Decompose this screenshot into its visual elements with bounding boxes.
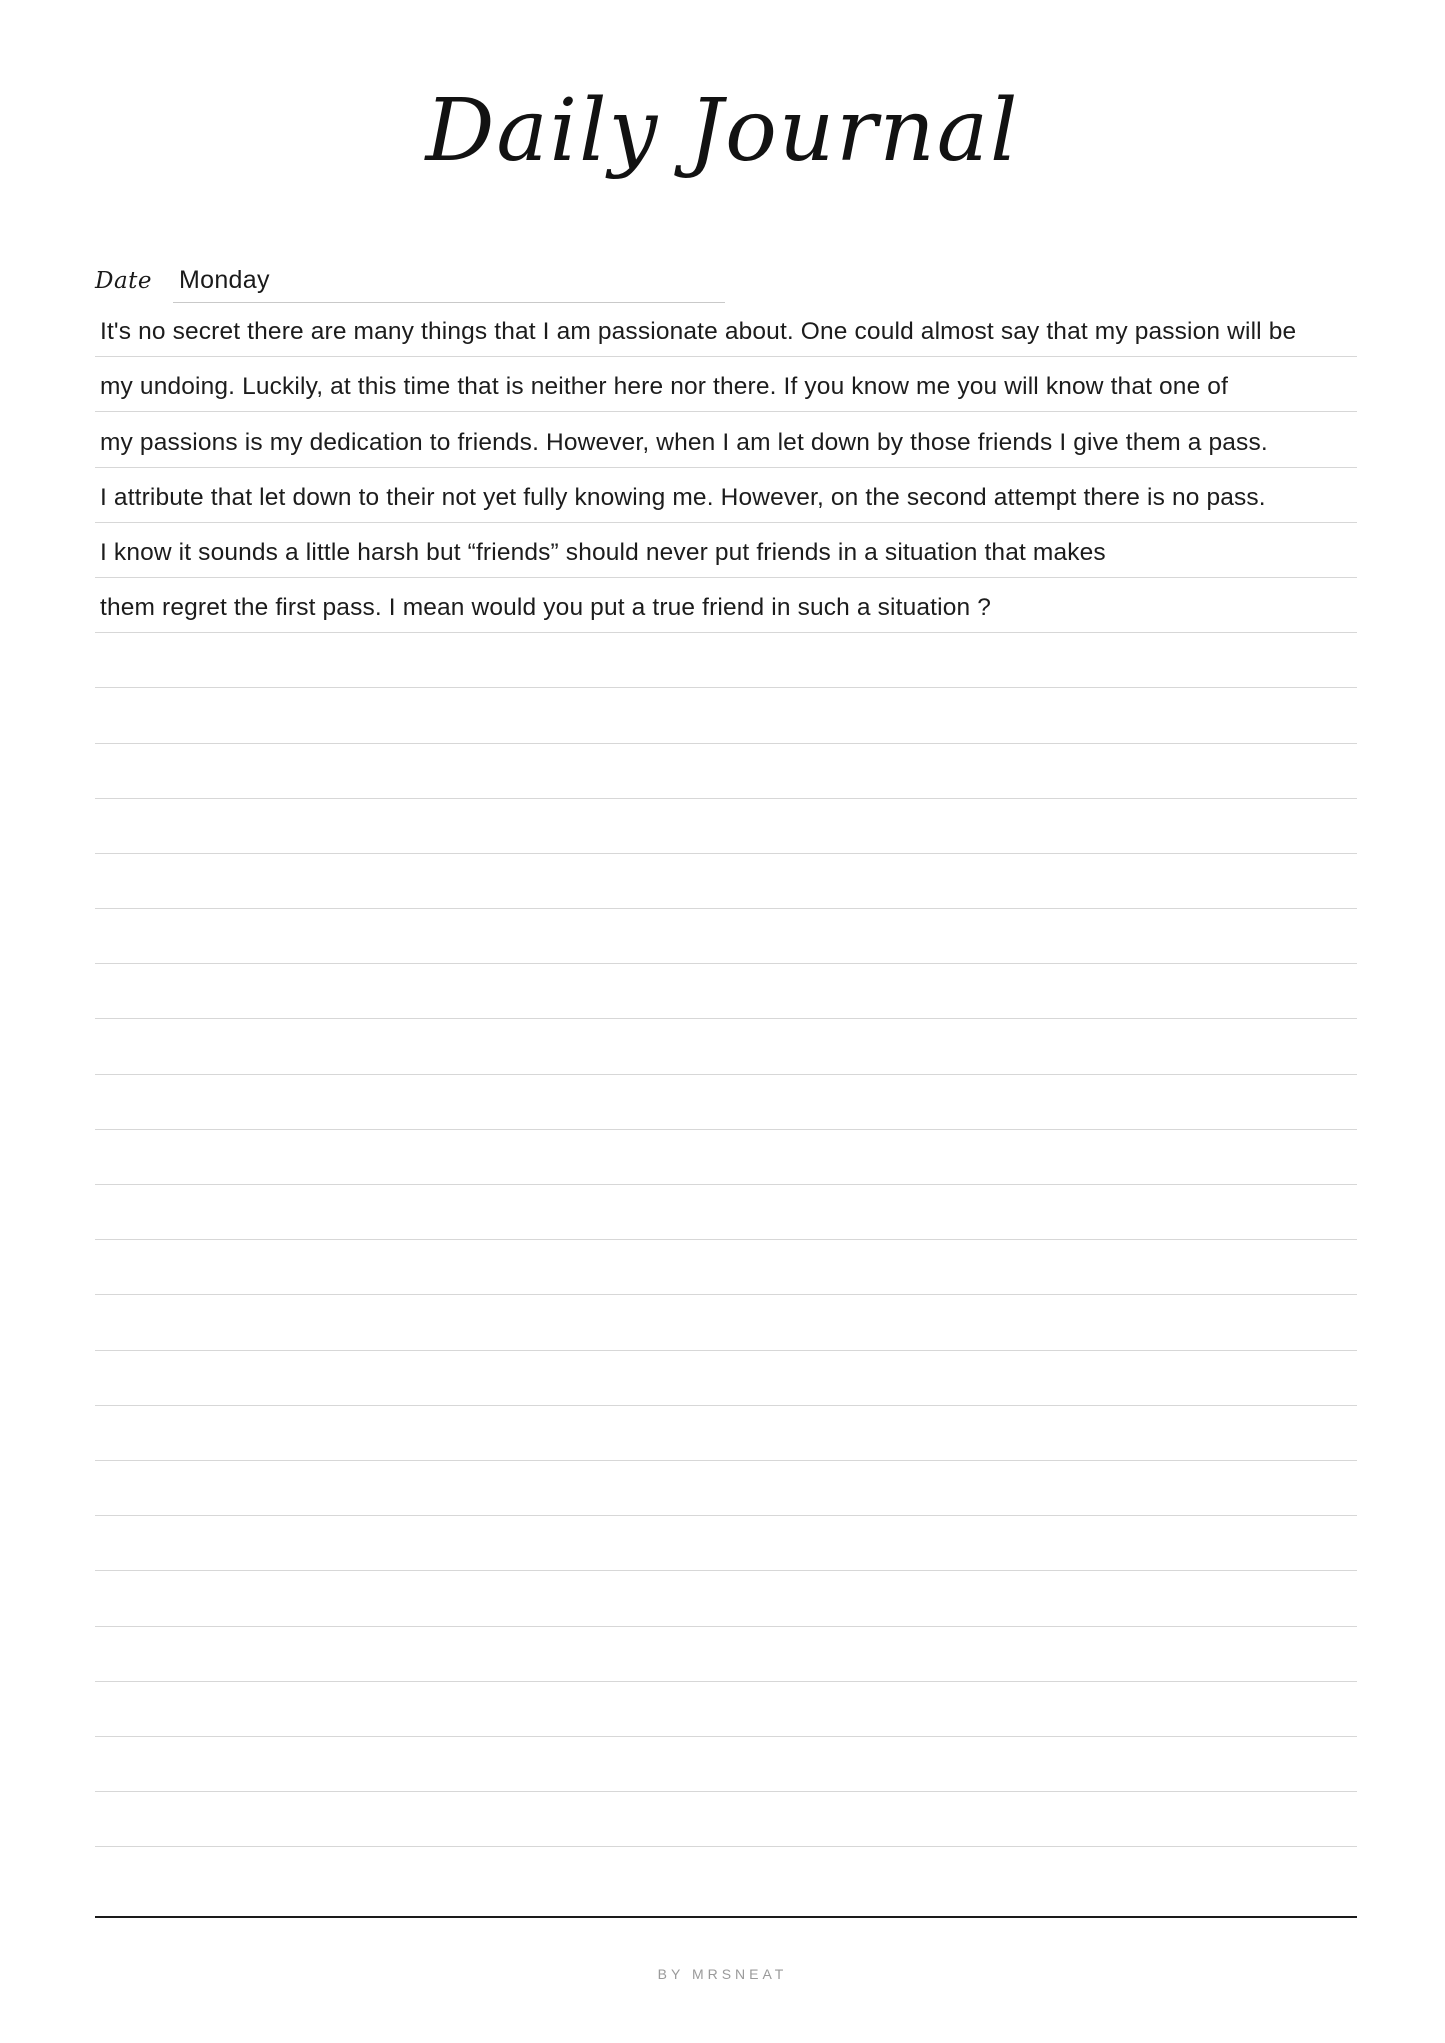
journal-line[interactable] xyxy=(95,799,1357,854)
journal-line[interactable] xyxy=(95,1792,1357,1847)
footer-divider xyxy=(95,1916,1357,1918)
journal-line[interactable] xyxy=(95,1516,1357,1571)
journal-line[interactable] xyxy=(95,302,1357,357)
journal-line[interactable] xyxy=(95,523,1357,578)
journal-line-text: my passions is my dedication to friends. However, when I am let down by those friends I give them a pass. xyxy=(100,428,1268,456)
journal-line[interactable] xyxy=(95,1627,1357,1682)
journal-line-text: I know it sounds a little harsh but “friends” should never put friends in a situation that makes xyxy=(100,539,1106,566)
journal-line[interactable] xyxy=(95,1075,1357,1130)
journal-line[interactable] xyxy=(95,1185,1357,1240)
journal-line-text: my undoing. Luckily, at this time that is neither here nor there. If you know me you will know that one of xyxy=(100,373,1229,401)
date-label: Date xyxy=(95,268,153,294)
journal-line-text: them regret the first pass. I mean would you put a true friend in such a situation ? xyxy=(100,594,991,622)
journal-line[interactable] xyxy=(95,633,1357,688)
journal-line[interactable] xyxy=(95,744,1357,799)
journal-line[interactable] xyxy=(95,1351,1357,1406)
date-value[interactable]: Monday xyxy=(179,266,270,294)
journal-line[interactable] xyxy=(95,1461,1357,1516)
journal-line[interactable] xyxy=(95,468,1357,523)
journal-line[interactable] xyxy=(95,854,1357,909)
journal-line[interactable] xyxy=(95,1240,1357,1295)
ruled-lines xyxy=(95,302,1357,1847)
page-title: Daily Journal xyxy=(425,81,1020,181)
journal-line[interactable] xyxy=(95,357,1357,412)
journal-line[interactable] xyxy=(95,1406,1357,1461)
date-field-row xyxy=(95,262,725,302)
journal-line[interactable] xyxy=(95,1019,1357,1074)
journal-line[interactable] xyxy=(95,909,1357,964)
journal-line[interactable] xyxy=(95,578,1357,633)
journal-line[interactable] xyxy=(95,1295,1357,1350)
journal-line[interactable] xyxy=(95,1571,1357,1626)
journal-line[interactable] xyxy=(95,1737,1357,1792)
footer-credit: BY MRSNEAT xyxy=(657,1966,788,1982)
journal-line[interactable] xyxy=(95,1682,1357,1737)
journal-line[interactable] xyxy=(95,412,1357,467)
journal-line-text: It's no secret there are many things that I am passionate about. One could almost say that my passion will be xyxy=(100,318,1297,346)
journal-line[interactable] xyxy=(95,1130,1357,1185)
journal-line[interactable] xyxy=(95,688,1357,743)
journal-line[interactable] xyxy=(95,964,1357,1019)
journal-line-text: I attribute that let down to their not yet fully knowing me. However, on the second attempt there is no pass. xyxy=(100,483,1266,511)
